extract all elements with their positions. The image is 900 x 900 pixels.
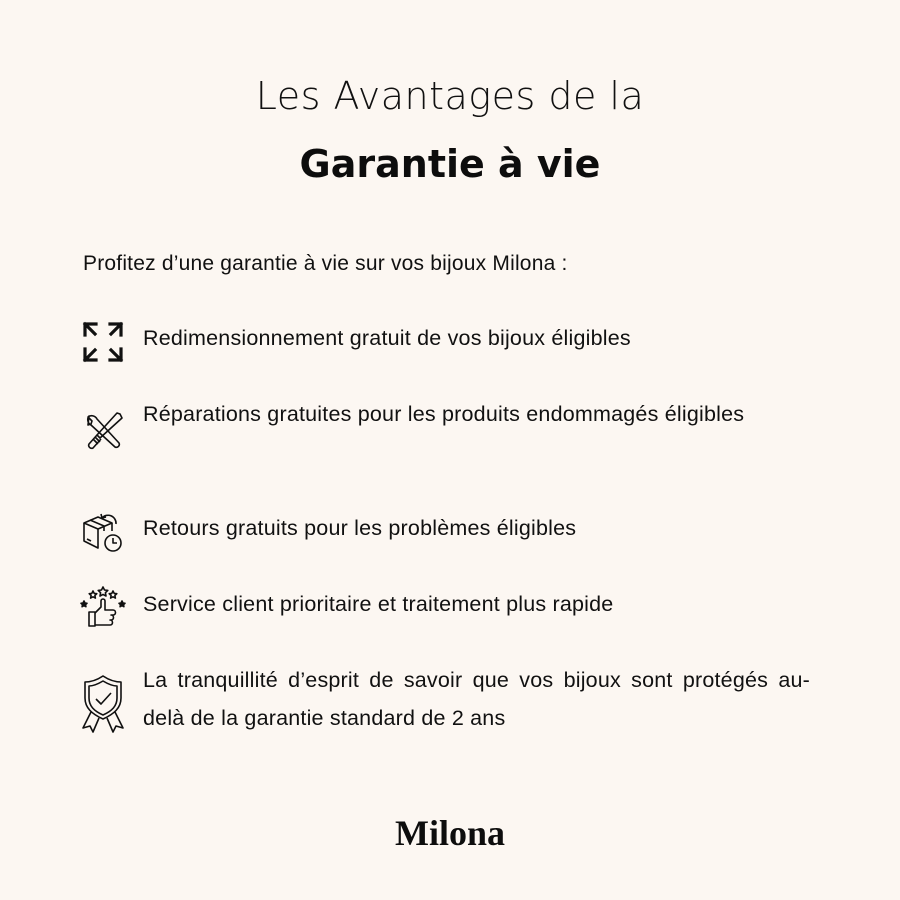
benefit-text: La tranquillité d’esprit de savoir que vos bijoux sont protégés au-delà de la garantie standard de 2 ans bbox=[143, 668, 810, 730]
benefit-text: Redimensionnement gratuit de vos bijoux éligibles bbox=[143, 326, 631, 350]
shield-check-ribbon-icon bbox=[80, 674, 126, 736]
title-line-2: Garantie à vie bbox=[299, 142, 601, 186]
benefit-item-peace-of-mind bbox=[80, 661, 810, 737]
benefit-item-returns bbox=[80, 509, 810, 555]
benefit-item-resize bbox=[80, 319, 810, 365]
benefit-item-repairs bbox=[80, 395, 810, 455]
resize-arrows-icon bbox=[80, 319, 126, 365]
intro-text: Profitez d’une garantie à vie sur vos bijoux Milona : bbox=[83, 252, 568, 275]
benefit-text: Réparations gratuites pour les produits endommagés éligibles bbox=[143, 402, 745, 426]
brand-logo: Milona bbox=[394, 813, 505, 853]
thumbs-up-stars-icon bbox=[80, 585, 126, 631]
benefit-text: Retours gratuits pour les problèmes éligibles bbox=[143, 516, 577, 540]
return-box-clock-icon bbox=[80, 509, 126, 555]
tools-wrench-screwdriver-icon bbox=[80, 409, 126, 455]
benefit-item-service bbox=[80, 585, 810, 631]
benefit-text: Service client prioritaire et traitement plus rapide bbox=[143, 592, 614, 616]
title-line-1: Les Avantages de la bbox=[255, 74, 645, 118]
